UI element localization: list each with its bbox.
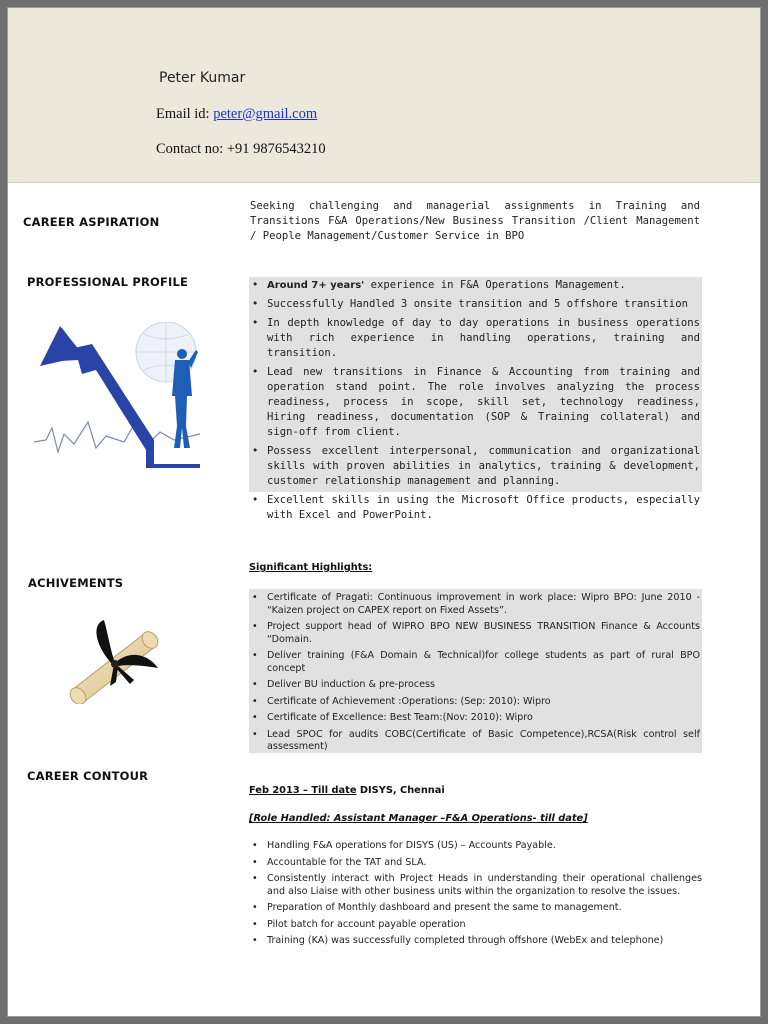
list-item: • Preparation of Monthly dashboard and present the same to management. xyxy=(249,902,702,915)
resume-page xyxy=(7,7,761,1017)
list-item: • Consistently interact with Project Heads in understanding their operational challenges and also Liaise with other business units within the organization to resolve the issues. xyxy=(249,873,702,898)
list-item: • Training (KA) was successfully completed through offshore (WebEx and telephone) xyxy=(249,935,702,948)
profile-list xyxy=(249,277,702,523)
list-item: • Excellent skills in using the Microsoft Office products, especially with Excel and PowerPoint. xyxy=(249,493,700,523)
professional-profile-heading: PROFESSIONAL PROFILE xyxy=(27,275,189,289)
career-contour-list xyxy=(249,840,702,952)
list-item: • In depth knowledge of day to day operations in business operations with rich experience in handling operations, training and transition. xyxy=(249,316,700,361)
career-aspiration-text: Seeking challenging and managerial assignments in Training and Transitions F&A Operations/New Business Transition /Client Management / People Management/Customer Service in BPO xyxy=(250,200,700,242)
list-item: • Accountable for the TAT and SLA. xyxy=(249,857,702,870)
profile-highlight-box xyxy=(249,277,702,521)
diploma-scroll-icon xyxy=(64,614,164,704)
list-item: • Project support head of WIPRO BPO NEW BUSINESS TRANSITION Finance & Accounts “Domain. xyxy=(249,621,700,646)
growth-arrow-illustration xyxy=(34,322,200,468)
achievements-list xyxy=(249,589,702,754)
achievements-heading: ACHIVEMENTS xyxy=(28,576,124,590)
list-item: • Successfully Handled 3 onsite transition and 5 offshore transition xyxy=(249,297,700,312)
career-aspiration-heading: CAREER ASPIRATION xyxy=(23,215,160,229)
list-item: • Around 7+ years' experience in F&A Operations Management. xyxy=(249,278,700,293)
list-item: • Lead SPOC for audits COBC(Certificate of Basic Competence),RCSA(Risk control self assessment) xyxy=(249,729,700,754)
list-item: • Certificate of Pragati: Continuous improvement in work place: Wipro BPO: June 2010 - “Kaizen project on CAPEX report on Fixed Assets”. xyxy=(249,592,700,617)
list-item: • Certificate of Excellence: Best Team:(Nov: 2010): Wipro xyxy=(249,712,700,725)
list-item: • Deliver BU induction & pre-process xyxy=(249,679,700,692)
contact-line: Contact no: +91 9876543210 xyxy=(156,141,326,157)
list-item: • Certificate of Achievement :Operations: (Sep: 2010): Wipro xyxy=(249,696,700,709)
job-period: Feb 2013 – Till date xyxy=(249,785,357,796)
list-item: • Pilot batch for account payable operation xyxy=(249,919,702,932)
candidate-name: Peter Kumar xyxy=(159,70,246,86)
job-company: DISYS, Chennai xyxy=(356,785,445,796)
email-line xyxy=(156,106,317,123)
list-item: • Deliver training (F&A Domain & Technical)for college students as part of rural BPO concept xyxy=(249,650,700,675)
resume-header xyxy=(8,8,761,183)
job-period-line xyxy=(249,785,445,796)
list-item: • Possess excellent interpersonal, communication and organizational skills with proven abilities in analytics, training & development, customer relationship management and planning. xyxy=(249,444,700,489)
significant-highlights-subheading: Significant Highlights: xyxy=(249,562,373,573)
list-item: • Lead new transitions in Finance & Accounting from training and operation stand point. The role involves analyzing the process readiness, process in scope, skill set, technology readiness, Hiring readiness, documentation (SOP & Training collateral) and sign-off from client. xyxy=(249,365,700,440)
achievements-highlight-box xyxy=(249,589,702,753)
email-label: Email id: xyxy=(156,106,214,122)
career-contour-heading: CAREER CONTOUR xyxy=(27,769,149,783)
list-item: • Handling F&A operations for DISYS (US) – Accounts Payable. xyxy=(249,840,702,853)
job-role: [Role Handled: Assistant Manager –F&A Operations- till date] xyxy=(249,813,588,824)
email-link[interactable]: peter@gmail.com xyxy=(213,106,318,122)
